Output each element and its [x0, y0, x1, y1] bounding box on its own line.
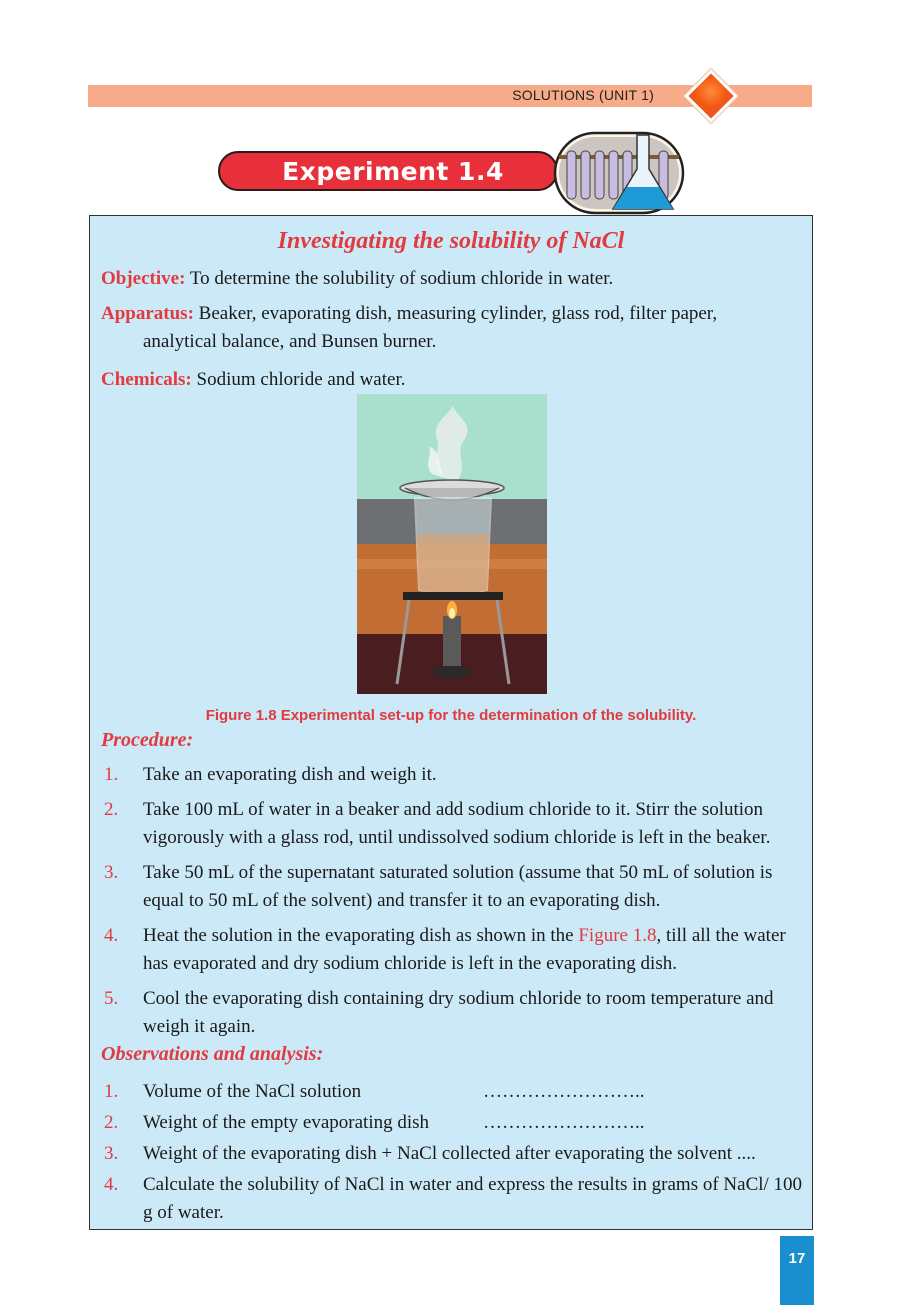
list-item: [101, 1078, 811, 1106]
objective-label: Objective:: [101, 268, 186, 289]
section-title: Investigating the solubility of NaCl: [277, 228, 625, 254]
chemicals-text: Sodium chloride and water.: [196, 369, 406, 390]
list-item: [101, 985, 806, 1041]
step-text-before: Heat the solution in the evaporating dish as shown in the: [143, 925, 579, 946]
step-text-after: , till all the water has evaporated and dry sodium chloride is left in the evaporating dish.: [143, 925, 786, 974]
apparatus-paragraph: [101, 300, 806, 356]
apparatus-text-cont: analytical balance, and Bunsen burner.: [143, 331, 437, 352]
diamond-ornament-icon: [684, 69, 738, 123]
item-label: Weight of the empty evaporating dish: [143, 1112, 430, 1133]
procedure-heading: Procedure:: [101, 729, 194, 751]
step-text: Cool the evaporating dish containing dry sodium chloride to room temperature and weigh it again.: [143, 988, 774, 1037]
item-number: 3.: [104, 1143, 119, 1164]
running-title: SOLUTIONS (UNIT 1): [512, 87, 654, 103]
observations-list: [101, 1078, 811, 1230]
page-number-tab: [780, 1236, 814, 1305]
list-item: [101, 761, 806, 789]
experiment-box: [89, 215, 813, 1230]
item-number: 1.: [104, 1081, 119, 1102]
page-number: 17: [788, 1250, 806, 1267]
answer-blank: ……………………..: [483, 1112, 645, 1133]
step-number: 4.: [104, 925, 119, 946]
chemicals-paragraph: [101, 366, 806, 394]
experiment-setup-photo: [357, 394, 547, 694]
list-item: [101, 1140, 811, 1168]
experiment-title: Experiment 1.4: [282, 156, 504, 186]
procedure-list: [101, 761, 806, 1048]
lab-glassware-icon: [551, 129, 687, 217]
step-text: Take 50 mL of the supernatant saturated solution (assume that 50 mL of solution is equal to 50 mL of the solvent) and transfer it to an evaporating dish.: [143, 862, 773, 911]
step-number: 1.: [104, 764, 119, 785]
step-text: Take an evaporating dish and weigh it.: [143, 764, 437, 785]
list-item: [101, 922, 806, 978]
step-number: 3.: [104, 862, 119, 883]
answer-blank: ……………………..: [483, 1081, 645, 1102]
experiment-title-banner: [218, 151, 558, 191]
objective-paragraph: [101, 265, 806, 293]
item-text: Weight of the evaporating dish + NaCl collected after evaporating the solvent ....: [143, 1143, 756, 1164]
figure-caption: Figure 1.8 Experimental set-up for the determination of the solubility.: [205, 707, 697, 724]
step-number: 5.: [104, 988, 119, 1009]
step-text: [143, 922, 806, 978]
apparatus-label: Apparatus:: [101, 303, 194, 324]
list-item: [101, 796, 806, 852]
item-number: 2.: [104, 1112, 119, 1133]
list-item: [101, 859, 806, 915]
apparatus-text: Beaker, evaporating dish, measuring cylinder, glass rod, filter paper,: [198, 303, 718, 324]
step-text: Take 100 mL of water in a beaker and add sodium chloride to it. Stirr the solution vigorously with a glass rod, until undissolved sodium chloride is left in the beaker.: [143, 799, 771, 848]
objective-text: To determine the solubility of sodium chloride in water.: [189, 268, 614, 289]
list-item: [101, 1171, 811, 1227]
observations-heading: Observations and analysis:: [101, 1043, 324, 1065]
item-text: Calculate the solubility of NaCl in water and express the results in grams of NaCl/ 100 g of water.: [143, 1174, 803, 1223]
step-number: 2.: [104, 799, 119, 820]
chemicals-label: Chemicals:: [101, 369, 192, 390]
list-item: [101, 1109, 811, 1137]
item-number: 4.: [104, 1174, 119, 1195]
figure-reference-link[interactable]: Figure 1.8: [578, 925, 657, 946]
item-label: Volume of the NaCl solution: [143, 1081, 362, 1102]
